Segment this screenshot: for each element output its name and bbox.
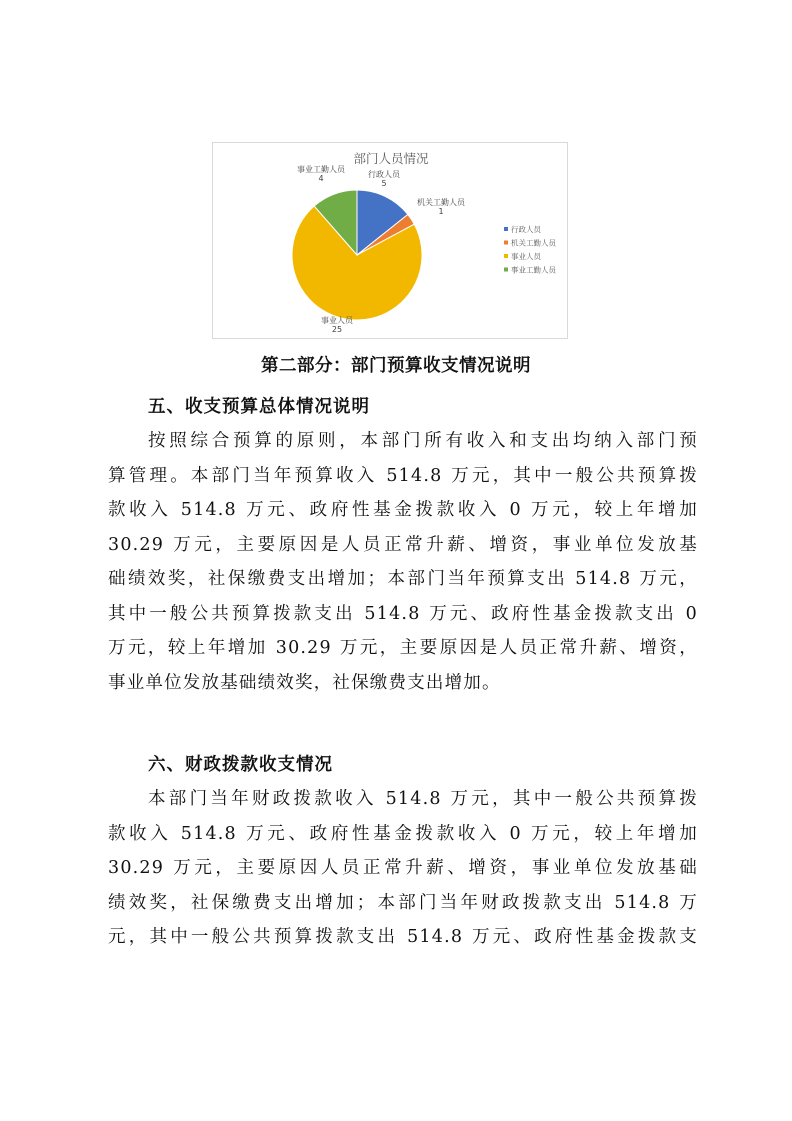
paragraph-line: 款收入 514.8 万元、政府性基金拨款收入 0 万元，较上年增加 bbox=[108, 500, 698, 520]
slice-label-value: 25 bbox=[331, 325, 343, 334]
paragraph-line: 事业单位发放基础绩效奖，社保缴费支出增加。 bbox=[108, 672, 501, 693]
legend-swatch bbox=[504, 241, 508, 245]
legend-label: 事业人员 bbox=[511, 252, 541, 261]
legend-label: 事业工勤人员 bbox=[511, 265, 556, 275]
part-title: 第二部分：部门预算收支情况说明 bbox=[261, 356, 531, 376]
legend-swatch bbox=[504, 268, 508, 272]
section-6-heading: 六、财政拨款收支情况 bbox=[148, 755, 333, 775]
paragraph-line: 万元，较上年增加 30.29 万元，主要原因是人员正常升薪、增资， bbox=[108, 638, 698, 658]
slice-label-value: 5 bbox=[381, 179, 387, 188]
paragraph-line: 款收入 514.8 万元、政府性基金拨款收入 0 万元，较上年增加 bbox=[108, 823, 698, 844]
slice-label-value: 1 bbox=[438, 207, 444, 216]
section-5-heading: 五、收支预算总体情况说明 bbox=[148, 397, 370, 417]
paragraph-line: 30.29 万元，主要原因是人员正常升薪、增资，事业单位发放基 bbox=[108, 534, 698, 555]
pie-chart bbox=[212, 142, 568, 339]
paragraph-line: 算管理。本部门当年预算收入 514.8 万元，其中一般公共预算拨 bbox=[108, 465, 698, 486]
legend-label: 机关工勤人员 bbox=[511, 238, 556, 248]
section-6-paragraph bbox=[108, 782, 698, 955]
slice-label-value: 4 bbox=[318, 174, 324, 183]
legend-label: 行政人员 bbox=[511, 225, 541, 234]
paragraph-line: 本部门当年财政拨款收入 514.8 万元，其中一般公共预算拨 bbox=[148, 789, 698, 809]
paragraph-line: 其中一般公共预算拨款支出 514.8 万元、政府性基金拨款支出 0 bbox=[108, 603, 698, 624]
paragraph-line: 绩效奖，社保缴费支出增加；本部门当年财政拨款支出 514.8 万 bbox=[108, 892, 698, 913]
slice-label-name: 机关工勤人员 bbox=[417, 198, 465, 207]
paragraph-line: 元，其中一般公共预算拨款支出 514.8 万元、政府性基金拨款支 bbox=[108, 927, 698, 947]
paragraph-line: 30.29 万元，主要原因人员正常升薪、增资，事业单位发放基础 bbox=[108, 858, 698, 878]
pie-chart-svg bbox=[213, 143, 569, 340]
slice-label-name: 行政人员 bbox=[368, 170, 400, 179]
slice-label-name: 事业人员 bbox=[321, 316, 353, 325]
paragraph-line: 按照综合预算的原则，本部门所有收入和支出均纳入部门预 bbox=[148, 431, 698, 451]
legend-swatch bbox=[504, 254, 508, 258]
chart-title: 部门人员情况 bbox=[353, 151, 429, 166]
paragraph-line: 础绩效奖，社保缴费支出增加；本部门当年预算支出 514.8 万元， bbox=[108, 569, 698, 589]
slice-label-name: 事业工勤人员 bbox=[297, 165, 345, 174]
section-5-paragraph bbox=[108, 424, 698, 700]
legend-swatch bbox=[504, 227, 508, 231]
